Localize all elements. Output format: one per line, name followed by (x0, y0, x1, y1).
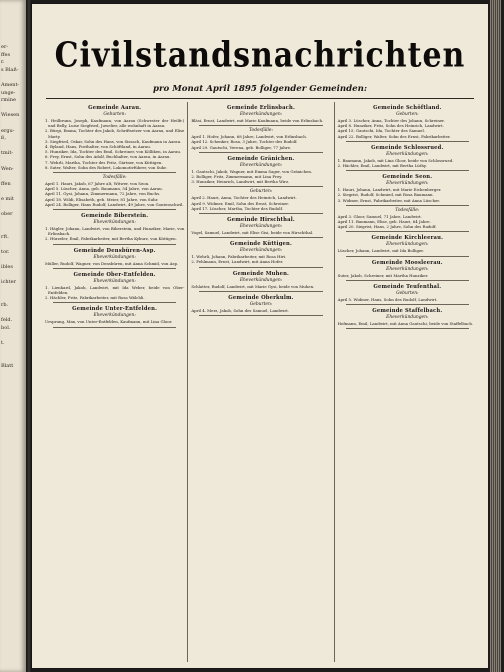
previous-page-fragment (1, 287, 26, 295)
register-entry: April 24. Bolliger, Hans Rudolf, Landwirt, 49 Jahre, von Gontenschwil. (45, 201, 184, 207)
municipality-heading: Gemeinde Biberstein. (81, 213, 149, 220)
previous-page-fragment: ibles (1, 264, 13, 271)
register-entry: April 20. Siegrist, Hans, 2 Jahre, Sohn des Rudolf. (337, 224, 437, 230)
previous-page-fragment (1, 348, 26, 356)
record-type-heading: Todesfälle: (102, 175, 127, 181)
previous-page-fragment (1, 173, 26, 181)
register-entry: 3. Widmer, Ernst, Fabrikarbeiter, mit Anna Lüscher. (337, 197, 440, 203)
previous-page-fragment (1, 203, 26, 211)
previous-page-fragment (1, 295, 26, 303)
text-column (42, 102, 188, 662)
section-divider (346, 231, 469, 232)
register-entry: April 29. Gautschi, Verena, geb. Bolliger, 77 Jahre. (191, 144, 292, 150)
section-divider (346, 141, 469, 142)
register-entry: 2. Fehlmann, Ernst, Landwirt, mit Anna Hofer. (191, 259, 284, 265)
previous-page-fragment: er- (1, 44, 9, 50)
text-column (188, 102, 334, 662)
section-divider (53, 302, 176, 303)
register-entry: Schlatter, Rudolf, Landwirt, mit Marie Gysi, beide von Muhen. (191, 283, 315, 289)
previous-page-fragment (1, 333, 26, 341)
register-entry: 6. Frey, Ernst, Sohn des Adolf, Buchhalter, von Aarau, in Aarau. (45, 154, 171, 160)
section-divider (346, 256, 469, 257)
register-entry: April 5. Lüscher, Anna, geb. Baumann, 54 Jahre, von Aarau. (45, 186, 163, 192)
columns (42, 102, 480, 662)
section-divider (346, 170, 469, 171)
register-entry: April 15. Gautschi, Ida, Tochter des Samuel. (337, 128, 425, 134)
register-entry: Bläsi, Ernst, Landwirt, mit Marie Kaufmann, beide von Erlinsbach. (191, 118, 324, 123)
record-type-heading: Eheverkündungen: (93, 278, 136, 284)
municipality-heading: Gemeinde Densbüren-Asp. (73, 247, 156, 254)
register-entry: Vogel, Samuel, Landwirt, mit Elise Gisi, beide von Hirschthal. (191, 230, 314, 236)
previous-page-fragment: rft. (1, 233, 9, 240)
previous-page-fragment: Ament- (1, 81, 20, 88)
record-type-heading: Geburten: (249, 301, 273, 307)
previous-page-fragments (0, 0, 26, 371)
previous-page-fragment (1, 226, 26, 234)
municipality-heading: Gemeinde Schöftland. (373, 105, 442, 111)
previous-page-fragment (1, 188, 26, 196)
register-entry: 7. Wehrli, Martha, Tochter des Fritz, Gärtner, von Küttigen. (45, 159, 163, 165)
previous-page-fragment: r. (1, 59, 5, 66)
register-entry: April 1. Hauri, Jakob, 67 Jahre alt, Witwer, von Seon. (45, 181, 150, 187)
register-entry: 2. Bürgi, Emma, Tochter des Jakob, Schriftsetzer von Aarau, und Elise Marty. (45, 128, 185, 139)
previous-page-fragment: unge- (1, 89, 16, 96)
previous-page-fragment: ß, (1, 135, 6, 142)
previous-page-fragment: tmit- (1, 150, 14, 157)
register-entry: April 4. Merz, Jakob, Sohn des Samuel, Landwirt. (191, 307, 289, 313)
record-type-heading: Eheverkündungen: (93, 220, 136, 226)
section-divider (53, 327, 176, 328)
record-type-heading: Eheverkündungen: (386, 151, 429, 157)
previous-page-fragment: Wen- (1, 165, 14, 172)
section-divider (199, 125, 322, 126)
register-entry: April 3. Gloor, Samuel, 71 Jahre, Landwirt. (337, 213, 422, 219)
section-divider (199, 152, 322, 153)
record-type-heading: Eheverkündungen: (386, 266, 429, 272)
record-type-heading: Todesfälle: (248, 128, 273, 134)
register-entry: April 11. Baumann, Elise, geb. Hauri, 64 Jahre. (337, 219, 431, 225)
municipality-heading: Gemeinde Erlinsbach. (226, 105, 296, 111)
register-entry: Suter, Jakob, Schreiner, mit Martha Hunziker. (337, 272, 429, 278)
section-divider (346, 304, 469, 305)
municipality-heading: Gemeinde Schlossrued. (371, 144, 444, 151)
municipality-heading: Gemeinde Gränichen. (227, 155, 295, 162)
register-entry: April 5. Widmer, Hans, Sohn des Rudolf, Landwirt. (337, 296, 438, 302)
section-divider (53, 209, 176, 210)
previous-page-fragment: ergu- (1, 127, 15, 134)
register-entry: 2. Bolliger, Fritz, Zimmermann, mit Lina Frey. (191, 174, 283, 180)
previous-page-fragment: rmine (1, 97, 16, 104)
previous-page-fragment: bol. (1, 324, 11, 331)
record-type-heading: Geburten: (249, 189, 273, 195)
previous-page-fragment: e mit (1, 195, 14, 202)
section-divider (199, 186, 322, 187)
register-entry: 5. Hunziker, Ida, Tochter des Emil, Schreiner, von Kölliken, in Aarau. (45, 149, 182, 155)
section-divider (199, 291, 322, 292)
section-divider (199, 315, 322, 316)
newspaper-page (32, 4, 488, 668)
text-column (335, 102, 480, 662)
record-type-heading: Eheverkündungen: (239, 248, 283, 254)
previous-page-fragment: t. (1, 340, 5, 347)
record-type-heading: Eheverkündungen: (239, 277, 283, 283)
municipality-heading: Gemeinde Aarau. (88, 105, 142, 111)
previous-page-fragment (1, 105, 26, 113)
previous-page-fragment: ober (1, 211, 13, 218)
record-type-heading: Geburten: (103, 112, 126, 117)
register-entry: April 2. Hauri, Anna, Tochter des Heinrich, Landwirt. (191, 195, 297, 201)
section-divider (53, 268, 176, 269)
section-divider (346, 205, 469, 206)
record-type-heading: Eheverkündungen: (239, 162, 283, 168)
previous-page-fragment: tor. (1, 249, 10, 256)
register-entry: April 1. Hofer, Johann, 68 Jahre, Landwirt, von Erlinsbach. (191, 134, 308, 140)
previous-page-fragment: ffen (1, 180, 11, 187)
municipality-heading: Gemeinde Kirchleerau. (371, 235, 444, 242)
municipality-heading: Gemeinde Staffelbach. (372, 308, 443, 315)
register-entry: 2. Hächler, Fritz, Fabrikarbeiter, mit Rosa Wälchli. (45, 295, 145, 301)
record-type-heading: Eheverkündungen: (386, 315, 429, 321)
register-entry: 1. Baumann, Jakob, mit Lina Gloor, beide von Schlossrued. (337, 157, 454, 163)
register-entry: 3. Siegfried, Oskar, Sohn des Hans, von Sissach, Kaufmann in Aarau. (45, 138, 182, 144)
section-divider (199, 267, 322, 268)
register-entry: Lüscher, Johann, Landwirt, mit Ida Bolliger. (337, 248, 424, 254)
record-type-heading: Eheverkündungen: (239, 224, 283, 230)
previous-page-edge (0, 0, 26, 672)
previous-page-fragment (1, 158, 26, 166)
register-entry: 8. Suter, Walter, Sohn des Robert, Lokomotivführer, von Suhr. (45, 164, 167, 170)
previous-page-fragment (1, 219, 26, 227)
register-entry: April 22. Bolliger, Walter, Sohn des Ernst, Fabrikarbeiter. (337, 133, 451, 139)
register-entry: April 3. Lüscher, Anna, Tochter des Johann, Schreiner. (337, 118, 445, 123)
register-entry: 2. Hürzeler, Emil, Fabrikarbeiter, mit Bertha Kyburz, von Küttigen. (45, 236, 177, 242)
subheading: pro Monat April 1895 folgender Gemeinden: (152, 84, 368, 94)
previous-page-fragment: rb. (1, 302, 9, 309)
register-entry: 3. Hunziker, Heinrich, Landwirt, mit Bertha Wirz. (191, 179, 290, 185)
record-type-heading: Eheverkündungen: (386, 242, 429, 248)
section-divider (53, 244, 176, 245)
municipality-heading: Gemeinde Oberkulm. (228, 294, 294, 301)
header-rule (46, 98, 474, 99)
page-stack-edge (488, 0, 504, 672)
register-entry: April 18. Wildi, Elisabeth, geb. Meier, 81 Jahre, von Suhr. (45, 196, 159, 202)
record-type-heading: Geburten: (396, 112, 419, 117)
section-divider (53, 172, 176, 173)
previous-page-fragment (1, 74, 26, 82)
section-divider (346, 328, 469, 329)
register-entry: Müller, Rudolf, Wagner, von Densbüren, mit Anna Schmid, von Asp. (45, 260, 179, 266)
register-entry: April 17. Lüscher, Martha, Tochter des Rudolf. (191, 205, 283, 211)
record-type-heading: Eheverkündungen: (93, 313, 136, 319)
municipality-heading: Gemeinde Teufenthal. (373, 283, 442, 290)
record-type-heading: Todesfälle: (395, 207, 420, 213)
register-entry: 1. Hauri, Johann, Landwirt, mit Marie Eichenberger. (337, 187, 442, 193)
municipality-heading: Gemeinde Moosleerau. (371, 259, 443, 266)
previous-page-fragment (1, 257, 26, 265)
register-entry: April 9. Widmer, Emil, Sohn des Ernst, Schreiner. (191, 200, 289, 206)
previous-page-fragment: Blatt (1, 362, 14, 369)
record-type-heading: Eheverkündungen: (93, 254, 136, 260)
register-entry: April 11. Gysi, Johann, Zimmermann, 72 Jahre, von Buchs. (45, 191, 161, 197)
municipality-heading: Gemeinde Küttigen. (229, 241, 292, 248)
municipality-heading: Gemeinde Unter-Entfelden. (72, 306, 158, 313)
municipality-heading: Gemeinde Hirschthal. (227, 217, 295, 224)
register-entry: Hofmann, Emil, Landwirt, mit Anna Gautschi, beide von Staffelbach. (337, 321, 474, 327)
register-entry: 1. Lienhard, Jakob, Landwirt, mit Ida Weber, beide von Ober-Entfelden. (45, 284, 185, 296)
register-entry: 2. Hächler, Emil, Landwirt, mit Bertha Lüthy. (337, 163, 427, 169)
register-entry: 2. Siegrist, Rudolf, Schmied, mit Rosa Baumann. (337, 192, 434, 198)
register-entry: 4. Byland, Hans, Posthalter, von Schöftland, in Aarau. (45, 144, 151, 150)
register-entry: Ursprung, Max, von Unter-Entfelden, Kaufmann, mit Lina Gloor. (45, 319, 173, 325)
section-divider (199, 237, 322, 238)
previous-page-fragment (1, 272, 26, 280)
register-entry: April 12. Schenker, Rosa, 3 Jahre, Tochter des Rudolf. (191, 139, 298, 145)
record-type-heading: Geburten: (396, 290, 419, 296)
register-entry: 1. Wehrli, Johann, Fabrikarbeiter, mit Rosa Hirt. (191, 254, 287, 260)
previous-page-fragment: feld. (1, 317, 13, 324)
previous-page-fragment: s Blaß- (1, 66, 19, 73)
section-divider (346, 280, 469, 281)
municipality-heading: Gemeinde Ober-Entfelden. (73, 271, 156, 278)
record-type-heading: Eheverkündungen: (239, 112, 283, 117)
register-entry: 1. Gautschi, Jakob, Wagner, mit Emma Sager, von Gränichen. (191, 168, 313, 174)
section-divider (199, 213, 322, 214)
register-entry: April 8. Hunziker, Fritz, Sohn des Heinrich, Landwirt. (337, 123, 444, 129)
register-entry: 1. Hägler, Johann, Landwirt, von Biberstein, und Hunziker, Marie, von Erlinsbach. (45, 226, 185, 237)
previous-page-fragment: ichter (1, 279, 16, 286)
record-type-heading: Eheverkündungen: (386, 181, 429, 187)
masthead-title: Civilstandsnachrichten (54, 35, 466, 76)
municipality-heading: Gemeinde Muhen. (232, 270, 290, 277)
municipality-heading: Gemeinde Seon. (382, 174, 433, 181)
previous-page-fragment (1, 241, 26, 249)
previous-page-fragment (1, 143, 26, 151)
previous-page-fragment: Wiesen (1, 112, 20, 119)
previous-page-fragment: ffes (1, 51, 11, 58)
previous-page-fragment (1, 355, 26, 363)
previous-page-fragment (1, 120, 26, 128)
register-entry: 1. Heilbrunn, Joseph, Kaufmann, von Aarau (Schwester der Heilfr.) und Belly, Luise Siegfried, Juwelier, alle wohnhaft in Aarau. (45, 118, 185, 129)
previous-page-fragment (1, 310, 26, 318)
